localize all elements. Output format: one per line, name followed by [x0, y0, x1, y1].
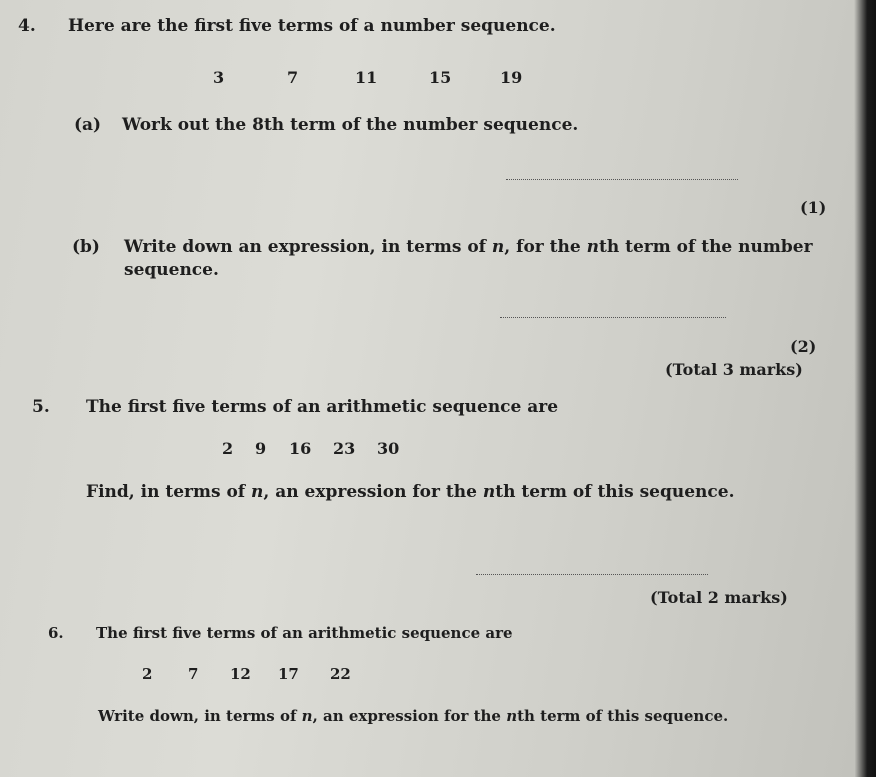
q4b-marks: (2)	[790, 337, 817, 356]
q5-term: 23	[333, 439, 356, 458]
q4b-text: Write down an expression, in terms of n, for the nth term of the number	[124, 237, 813, 257]
q4-total-marks: (Total 3 marks)	[665, 360, 803, 379]
q5-answer-line[interactable]	[476, 573, 708, 575]
q4a-label: (a)	[74, 115, 102, 135]
q4-term: 3	[213, 68, 225, 87]
q5-term: 30	[377, 439, 400, 458]
page-edge-shadow	[854, 0, 876, 777]
q6-stem: The first five terms of an arithmetic sequence are	[96, 624, 513, 642]
q6-term: 17	[278, 665, 299, 683]
q4-term: 19	[500, 68, 523, 87]
q6-term: 22	[330, 665, 351, 683]
q5-term: 9	[255, 439, 267, 458]
q6-term: 12	[230, 665, 251, 683]
q4a-marks: (1)	[800, 198, 827, 217]
q4-term: 7	[287, 68, 299, 87]
q5-total-marks: (Total 2 marks)	[650, 588, 788, 607]
q6-instruction: Write down, in terms of n, an expression for the nth term of this sequence.	[98, 707, 729, 725]
q5-number: 5.	[32, 397, 50, 417]
q5-term: 16	[289, 439, 312, 458]
q5-term: 2	[222, 439, 234, 458]
q6-number: 6.	[48, 624, 64, 642]
q6-term: 2	[142, 665, 153, 683]
q4b-text-line2: sequence.	[124, 260, 219, 280]
q4-stem: Here are the first five terms of a number sequence.	[68, 16, 556, 36]
q4b-label: (b)	[72, 237, 100, 257]
q5-stem: The first five terms of an arithmetic sequence are	[86, 397, 559, 417]
q4a-answer-line[interactable]	[506, 178, 738, 180]
q4b-answer-line[interactable]	[500, 316, 726, 318]
q4-term: 11	[355, 68, 378, 87]
q4-number: 4.	[18, 16, 36, 36]
q5-instruction: Find, in terms of n, an expression for the nth term of this sequence.	[86, 482, 735, 502]
q4a-text: Work out the 8th term of the number sequence.	[122, 115, 579, 135]
q6-term: 7	[188, 665, 199, 683]
q4-term: 15	[429, 68, 452, 87]
